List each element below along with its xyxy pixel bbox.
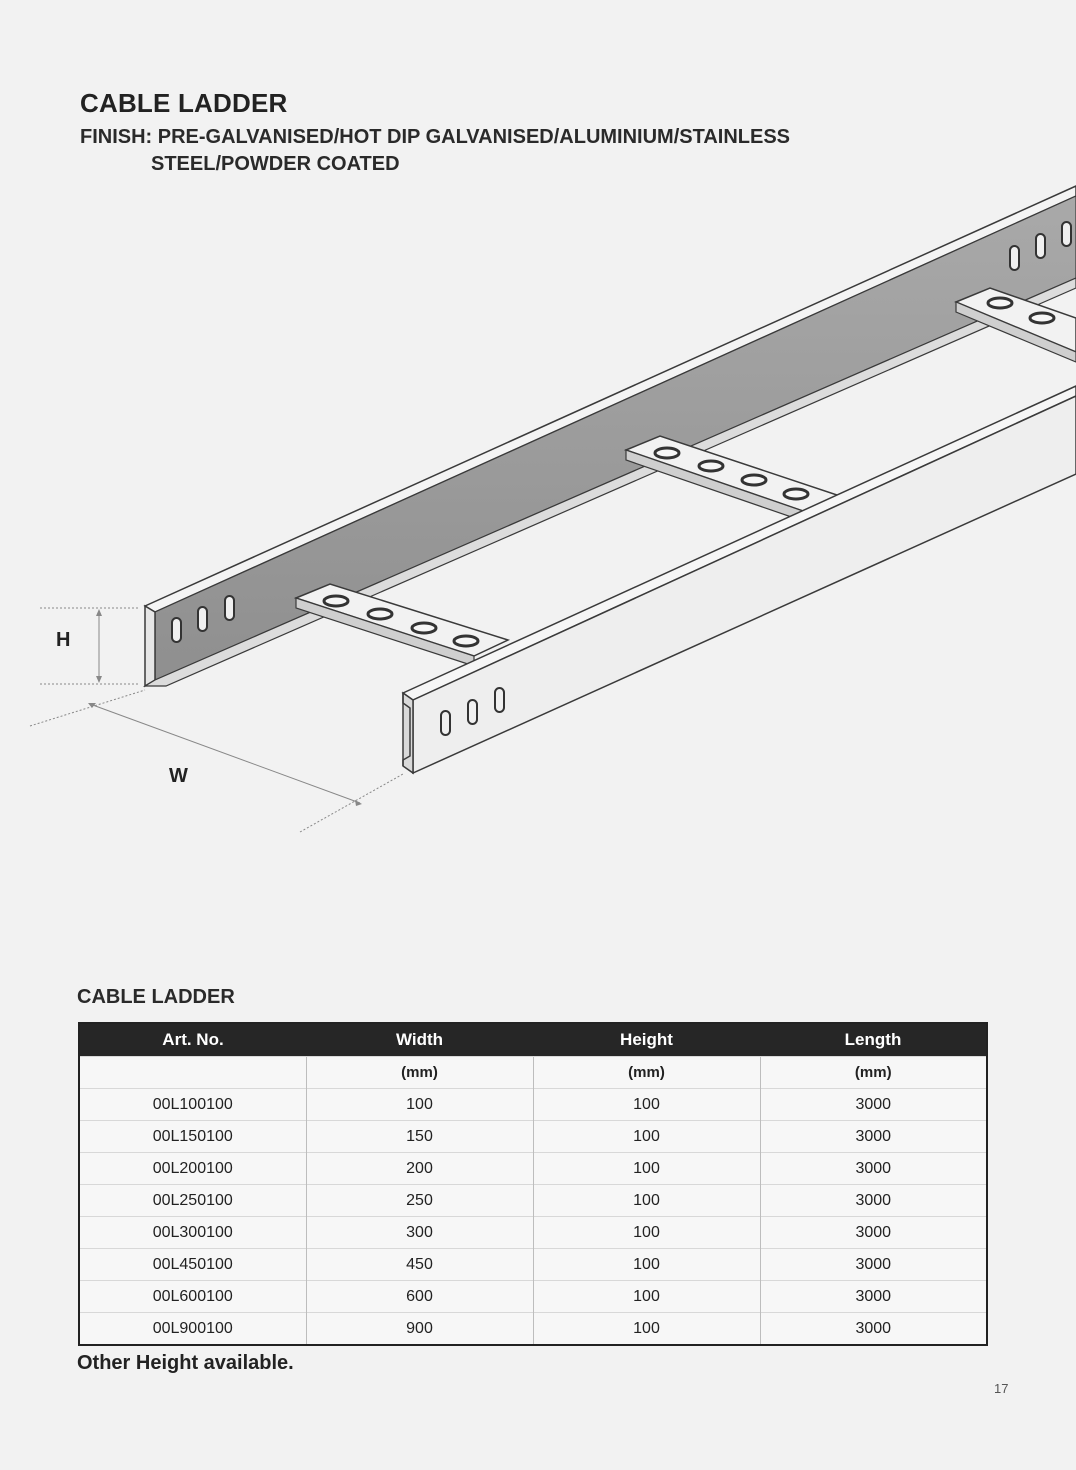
cell-width: 100	[306, 1089, 533, 1121]
table-row	[79, 1153, 987, 1185]
table-row	[79, 1281, 987, 1313]
cell-length: 3000	[760, 1185, 987, 1217]
cell-art-no: 00L100100	[79, 1089, 306, 1121]
cell-length: 3000	[760, 1281, 987, 1313]
header-width: Width	[306, 1023, 533, 1057]
specification-table	[78, 1022, 988, 1346]
table-row	[79, 1217, 987, 1249]
table-row	[79, 1121, 987, 1153]
table-title: CABLE LADDER	[77, 986, 235, 1008]
cell-width: 250	[306, 1185, 533, 1217]
cell-height: 100	[533, 1121, 760, 1153]
cell-width: 200	[306, 1153, 533, 1185]
unit-width: (mm)	[306, 1057, 533, 1089]
cable-ladder-drawing	[0, 170, 1076, 850]
cell-height: 100	[533, 1249, 760, 1281]
cell-height: 100	[533, 1153, 760, 1185]
cell-art-no: 00L600100	[79, 1281, 306, 1313]
cell-art-no: 00L300100	[79, 1217, 306, 1249]
cell-width: 300	[306, 1217, 533, 1249]
cell-art-no: 00L150100	[79, 1121, 306, 1153]
table-row	[79, 1249, 987, 1281]
cell-length: 3000	[760, 1313, 987, 1346]
cell-height: 100	[533, 1313, 760, 1346]
cell-length: 3000	[760, 1153, 987, 1185]
units-row	[79, 1057, 987, 1089]
cell-width: 150	[306, 1121, 533, 1153]
rung-1	[296, 584, 508, 666]
header-length: Length	[760, 1023, 987, 1057]
cell-length: 3000	[760, 1217, 987, 1249]
unit-length: (mm)	[760, 1057, 987, 1089]
table-row	[79, 1089, 987, 1121]
table-header-row	[79, 1023, 987, 1057]
height-dimension-label: H	[56, 629, 71, 651]
width-dimension-label: W	[169, 765, 188, 787]
back-rail-top-lip	[145, 186, 1076, 612]
cell-height: 100	[533, 1185, 760, 1217]
cell-width: 900	[306, 1313, 533, 1346]
page-title: CABLE LADDER	[80, 88, 288, 118]
cell-length: 3000	[760, 1249, 987, 1281]
cell-art-no: 00L450100	[79, 1249, 306, 1281]
cell-art-no: 00L200100	[79, 1153, 306, 1185]
cell-height: 100	[533, 1281, 760, 1313]
finish-line-2: STEEL/POWDER COATED	[151, 153, 400, 175]
cell-width: 450	[306, 1249, 533, 1281]
table-row	[79, 1185, 987, 1217]
cell-length: 3000	[760, 1089, 987, 1121]
page-number: 17	[994, 1381, 1009, 1396]
cell-height: 100	[533, 1217, 760, 1249]
cell-width: 600	[306, 1281, 533, 1313]
header-art-no: Art. No.	[79, 1023, 306, 1057]
cell-height: 100	[533, 1089, 760, 1121]
cell-art-no: 00L900100	[79, 1313, 306, 1346]
finish-line-1: FINISH: PRE-GALVANISED/HOT DIP GALVANISED/ALUMINIUM/STAINLESS	[80, 126, 791, 148]
table-row	[79, 1313, 987, 1346]
unit-art-no	[79, 1057, 306, 1089]
cell-length: 3000	[760, 1121, 987, 1153]
back-rail-end	[145, 606, 155, 686]
footer-note: Other Height available.	[77, 1352, 294, 1374]
unit-height: (mm)	[533, 1057, 760, 1089]
front-rail-end	[403, 693, 413, 773]
cell-art-no: 00L250100	[79, 1185, 306, 1217]
header-height: Height	[533, 1023, 760, 1057]
